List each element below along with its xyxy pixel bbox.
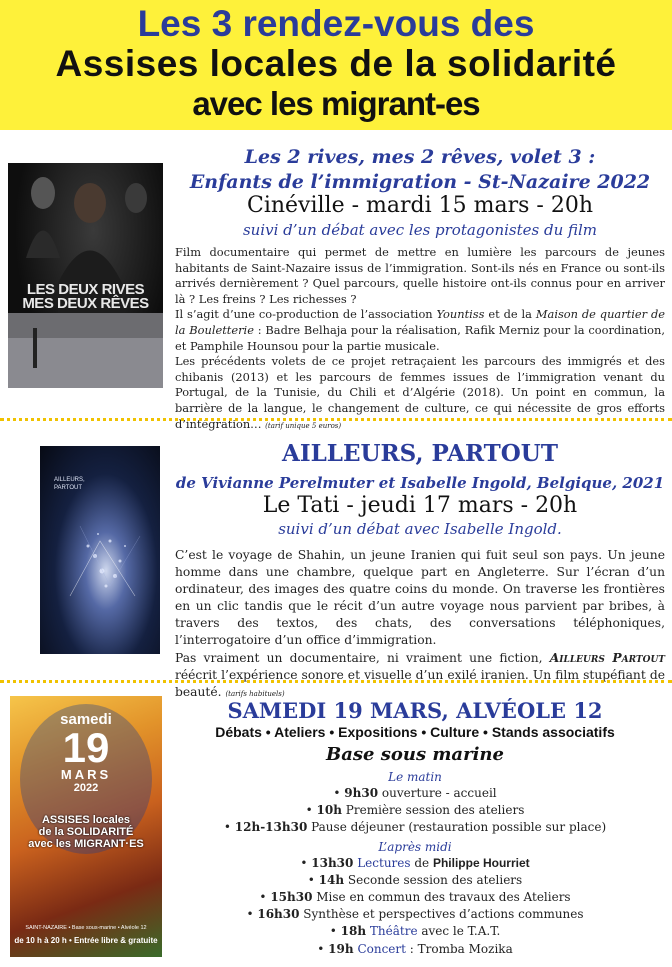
afternoon-item-1: • 13h30 Lectures de Philippe Hourriet	[300, 855, 530, 870]
event1-title	[175, 145, 665, 195]
event2-paragraph-1: C’est le voyage de Shahin, un jeune Iranien qui fuit seul son pays. Un jeune homme dans une chambre, quelque part en Angleterre. Sur l’écran d’un ordinateur, des images des quatre coins du monde. On traverse les frontières en un clic tandis que le récit d’un autre voyage nous parvient par bribes, à travers des textos, des chats, des conversations téléphoniques, l’interrogatoire d’un office d’immigration.	[175, 548, 665, 647]
event1-price: (tarif unique 5 euros)	[265, 421, 342, 430]
poster3-place: SAINT-NAZAIRE • Base sous-marine • Alvéole 12	[25, 925, 147, 931]
poster3-num: 19	[62, 724, 110, 771]
p2-text-a: Il s’agit d’une co-production de l’association	[175, 307, 437, 322]
e2p2-film-title: Ailleurs Partout	[549, 650, 666, 665]
header-line-2: Assises locales de la solidarité	[55, 43, 617, 84]
event2-authors: de Vivianne Perelmuter et Isabelle Ingold, Belgique, 2021	[175, 474, 665, 492]
morning-item-1: • 9h30 ouverture - accueil	[333, 786, 497, 800]
event1-subtitle: suivi d’un débat avec les protagonistes du film	[242, 221, 598, 239]
afternoon-item-2: • 14h Seconde session des ateliers	[307, 872, 523, 887]
afternoon-item-1-mid: de	[410, 855, 433, 870]
lectures-link[interactable]: Lectures	[357, 855, 411, 870]
morning-item-1-time: 9h30	[344, 786, 379, 800]
afternoon-item-5-text: avec le T.A.T.	[417, 924, 501, 939]
p2-text-c: : Badre Belhaja pour la réalisation, Rafik Merniz pour la coordination, et Pamphile Hounsou pour la partie musicale.	[175, 322, 665, 353]
event2-venue: Le Tati - jeudi 17 mars - 20h	[262, 493, 578, 518]
poster-assises-locales	[10, 696, 162, 957]
poster3-t1: ASSISES locales	[41, 814, 131, 826]
afternoon-item-3-text: Mise en commun des travaux des Ateliers	[312, 890, 571, 905]
event1-title-line2: Enfants de l’immigration - St-Nazaire 2022	[189, 171, 651, 193]
event3-title: SAMEDI 19 MARS, ALVÉOLE 12	[227, 698, 603, 723]
event2-price: (tarifs habituels)	[225, 690, 285, 698]
afternoon-item-6-time: 19h	[328, 941, 354, 956]
poster3-t2: de la SOLIDARITÉ	[38, 826, 134, 838]
poster-les-deux-rives	[8, 163, 163, 388]
concert-link[interactable]: Concert	[357, 941, 406, 956]
theatre-link[interactable]: Théâtre	[369, 924, 418, 939]
afternoon-item-4-time: 16h30	[257, 907, 300, 922]
event1-description	[175, 245, 665, 434]
event3-tags: Débats • Ateliers • Expositions • Culture • Stands associatifs	[215, 724, 615, 740]
event3-place: Base sous marine	[326, 744, 504, 765]
afternoon-item-2-time: 14h	[318, 872, 345, 887]
morning-item-3: • 12h-13h30 Pause déjeuner (restauration possible sur place)	[223, 820, 607, 835]
poster-ailleurs-partout	[40, 446, 160, 654]
morning-item-2-text: Première session des ateliers	[341, 803, 525, 818]
poster3-year: 2022	[73, 782, 99, 794]
afternoon-item-1-time: 13h30	[311, 855, 354, 870]
morning-item-2: • 10h Première session des ateliers	[305, 803, 525, 818]
event3-program	[175, 769, 655, 958]
event1-venue: Cinéville - mardi 15 mars - 20h	[247, 193, 593, 218]
event1-title-line1: Les 2 rives, mes 2 rêves, volet 3 :	[244, 146, 596, 168]
poster-title-line1: LES DEUX RIVES	[26, 281, 145, 298]
event2-paragraph-2	[175, 649, 665, 703]
afternoon-item-1-name: Philippe Hourriet	[432, 855, 530, 870]
poster-people-illustration	[8, 163, 163, 388]
event1-paragraph-2	[175, 307, 665, 354]
p2-maison: Maison de quartier de la Bouletterie	[175, 307, 665, 337]
separator-2	[0, 680, 672, 683]
separator-1	[0, 418, 672, 421]
poster3-month: MARS	[60, 767, 112, 782]
morning-item-1-text: ouverture - accueil	[378, 786, 497, 800]
afternoon-item-6-text: : Tromba Mozika	[405, 941, 513, 956]
poster2-line1: AILLEURS,	[54, 477, 85, 483]
morning-item-2-time: 10h	[316, 803, 342, 818]
morning-item-3-time: 12h-13h30	[234, 820, 308, 835]
afternoon-item-3: • 15h30 Mise en commun des travaux des Ateliers	[259, 890, 571, 905]
p2-text-b: et de la	[484, 307, 536, 322]
e2p2-text-a: Pas vraiment un documentaire, ni vraiment une fiction,	[175, 651, 550, 665]
poster3-hours: de 10 h à 20 h • Entrée libre & gratuite	[14, 936, 158, 945]
event2-title: AILLEURS, PARTOUT	[282, 440, 558, 467]
e2p2-text-b: réécrit l’expérience sonore et visuelle d’un exilé iranien. Un film stupéfiant de beauté.	[175, 668, 665, 699]
header-line-3: avec les migrant-es	[192, 85, 480, 122]
afternoon-item-2-text: Seconde session des ateliers	[344, 872, 523, 887]
p3-text: Les précédents volets de ce projet retraçaient les parcours des immigrés et des chibanis (2013) et les parcours de femmes issues de l’immigration venant du Portugal, de la Tunisie, du Chili et d’Algérie (2018). Un point en commun, la barrière de la langue, le changement de culture, ce qui nécessite de gros efforts d’intégration…	[175, 354, 665, 431]
p2-association: Yountiss	[436, 307, 485, 322]
event1-paragraph-3	[175, 354, 665, 434]
afternoon-item-5-time: 18h	[340, 924, 367, 939]
header-line-1: Les 3 rendez-vous des	[137, 3, 535, 44]
header-banner	[0, 0, 672, 130]
morning-label: Le matin	[388, 770, 442, 784]
poster2-line2: PARTOUT	[54, 485, 83, 491]
afternoon-item-4: • 16h30 Synthèse et perspectives d’actions communes	[246, 907, 584, 922]
poster-title-line2: MES DEUX RÊVES	[22, 295, 149, 312]
afternoon-item-6: • 19h Concert : Tromba Mozika	[317, 941, 513, 956]
event1-paragraph-1: Film documentaire qui permet de mettre en lumière les parcours de jeunes habitants de Saint-Nazaire issus de l’immigration. Sont-ils nés en France ou sont-ils arrivés dernièrement ? Quel parcours, quelle histoire ont-ils connus pour en arriver là ? Les freins ? Les richesses ?	[175, 245, 665, 306]
afternoon-label: L’après midi	[378, 839, 452, 854]
morning-item-3-text: Pause déjeuner (restauration possible sur place)	[307, 820, 607, 835]
event2-subtitle: suivi d’un débat avec Isabelle Ingold.	[278, 520, 562, 538]
afternoon-item-5: • 18h Théâtre avec le T.A.T.	[329, 924, 501, 939]
poster3-t3: avec les MIGRANT·ES	[28, 838, 144, 850]
afternoon-item-4-text: Synthèse et perspectives d’actions communes	[299, 907, 584, 922]
poster3-day: samedi	[60, 711, 112, 728]
afternoon-item-3-time: 15h30	[270, 890, 313, 905]
